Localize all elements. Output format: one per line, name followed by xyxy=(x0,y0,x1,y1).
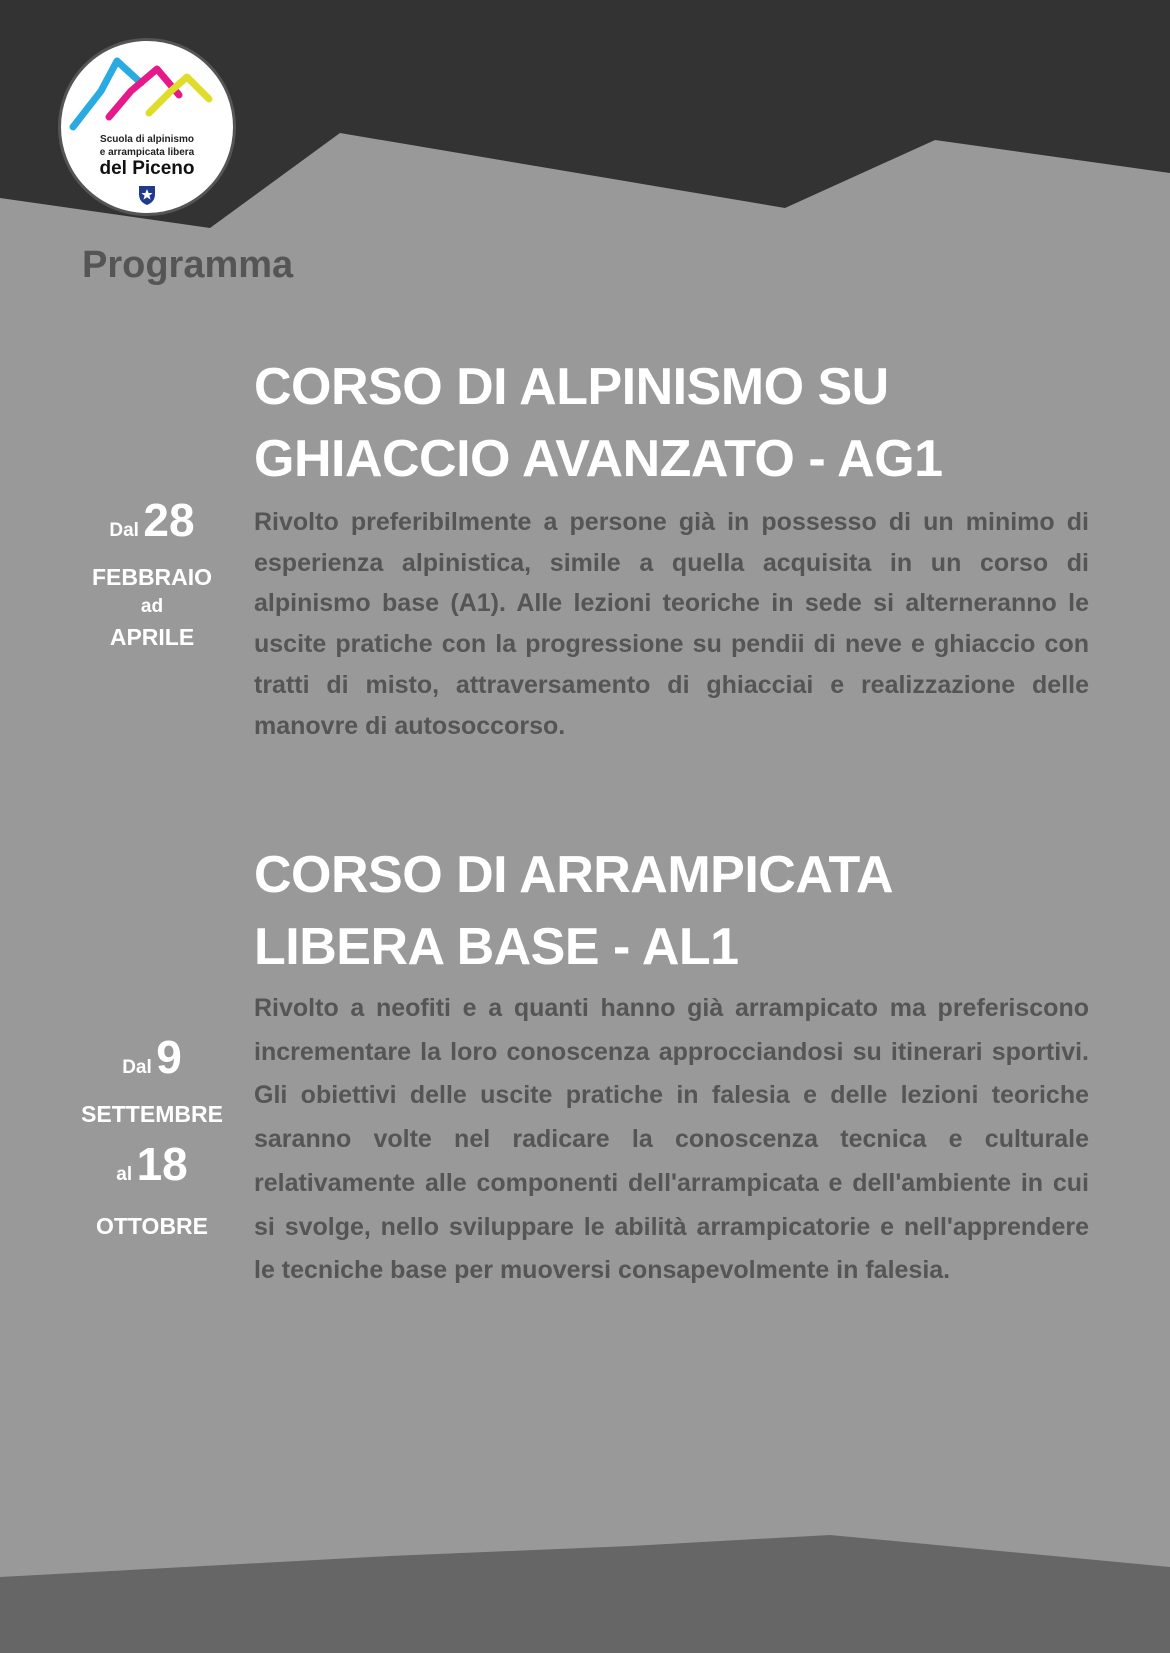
course-description-al1: Rivolto a neofiti e a quanti hanno già arrampicato ma preferiscono incrementare la loro conoscenza approcciandosi su itinerari sportivi. Gli obiettivi delle uscite pratiche in falesia e delle lezioni teoriche saranno volte nel radicare la conoscenza tecnica e culturale relativamente alle componenti dell'arrampicata e dell'ambiente in cui si svolge, nello sviluppare le abilità arrampicatorie e nell'apprendere le tecniche base per muoversi consapevolmente in falesia. xyxy=(254,994,1089,1285)
date-preposition: Dal xyxy=(122,1057,152,1078)
course-description-ag1: Rivolto preferibilmente a persone già in possesso di un minimo di esperienza alpinistica, simile a quella acquisita in un corso di alpinismo base (A1). Alle lezioni teoriche in sede si alterneranno le uscite pratiche con la progressione su pendii di neve e ghiaccio con tratti di misto, attraversamento di ghiacciai e realizzazione delle manovre di autosoccorso. xyxy=(254,508,1089,740)
date-preposition: Dal xyxy=(109,520,139,541)
course-title-line-1: CORSO DI ALPINISMO SU xyxy=(254,358,889,416)
page-title: Programma xyxy=(82,244,294,286)
logo-subtitle-line-2: e arrampicata libera xyxy=(99,147,195,158)
course-title-ag1 xyxy=(254,351,1154,495)
date-end-day: 18 xyxy=(136,1138,188,1190)
date-start-month: FEBBRAIO xyxy=(91,564,213,590)
course-dates-al1 xyxy=(70,1027,234,1241)
logo-title: del Piceno xyxy=(99,158,195,179)
date-connector: ad xyxy=(140,596,164,617)
logo-subtitle-line-1: Scuola di alpinismo xyxy=(100,134,194,145)
cai-emblem-icon xyxy=(137,184,157,206)
course-dates-ag1 xyxy=(70,490,234,652)
date-start xyxy=(70,1027,234,1099)
date-end-month: APRILE xyxy=(109,624,195,650)
date-start-day: 28 xyxy=(143,494,195,546)
date-start-month: SETTEMBRE xyxy=(81,1101,223,1127)
date-end xyxy=(70,1129,234,1211)
date-connector: al xyxy=(116,1164,133,1185)
date-start xyxy=(70,490,234,562)
course-title-line-2: GHIACCIO AVANZATO - AG1 xyxy=(254,430,943,488)
course-title-line-2: LIBERA BASE - AL1 xyxy=(254,918,739,976)
course-title-line-1: CORSO DI ARRAMPICATA xyxy=(254,846,894,904)
date-start-day: 9 xyxy=(156,1031,182,1083)
school-logo xyxy=(58,38,236,216)
date-end-month: OTTOBRE xyxy=(95,1213,209,1239)
course-title-al1 xyxy=(254,839,1154,983)
